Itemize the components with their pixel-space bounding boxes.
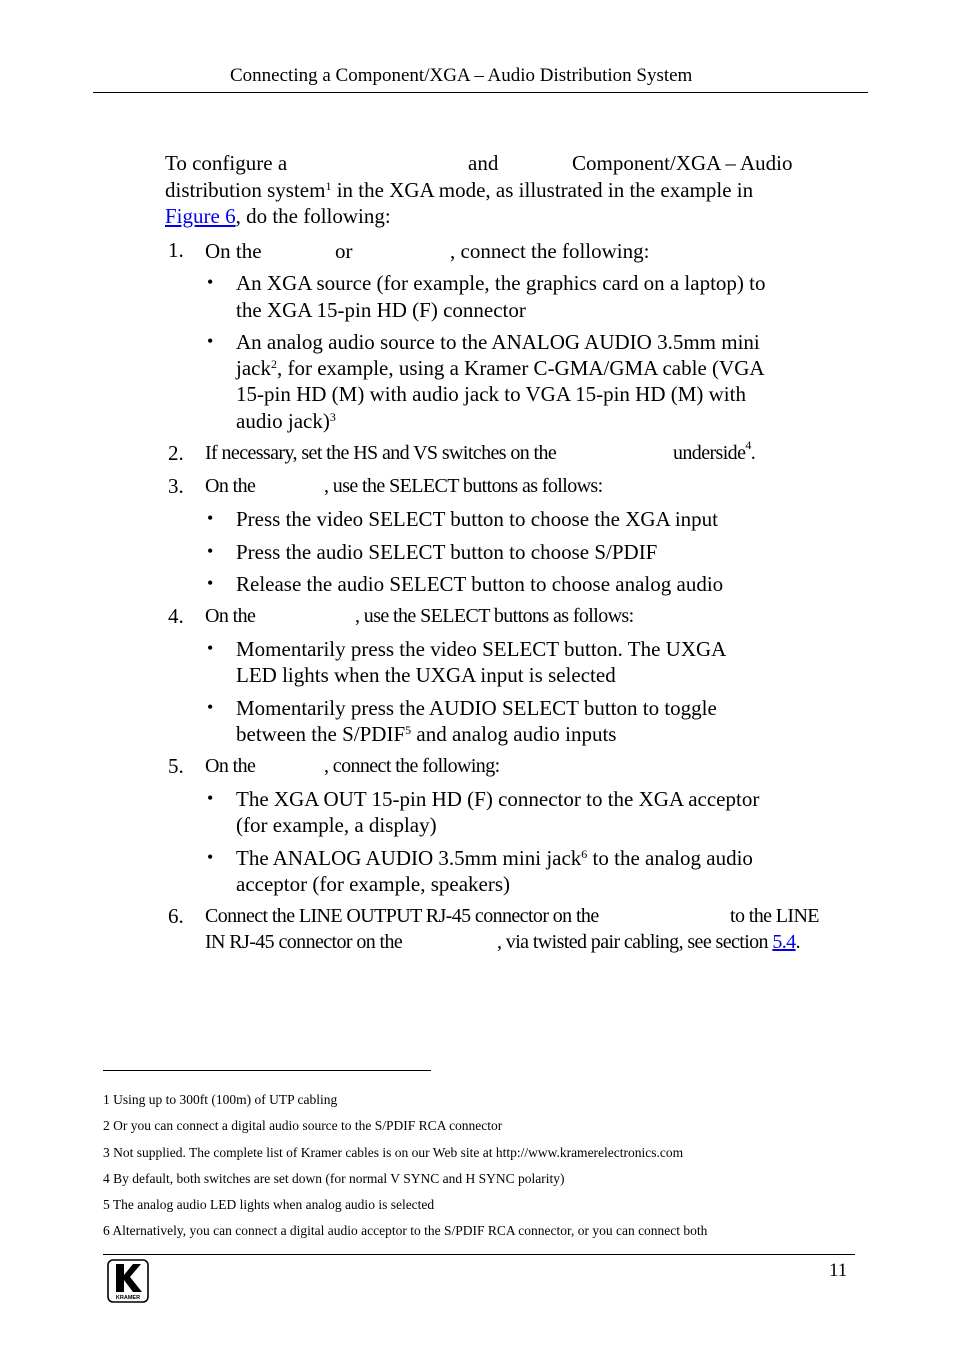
bullet-2-line-2a: jack: [236, 356, 271, 380]
footnote-1: 1 Using up to 300ft (100m) of UTP cabling: [103, 1092, 338, 1107]
intro-line-3: [165, 203, 391, 229]
step-6-line-2b: [497, 931, 800, 954]
logo-text: KRAMER: [115, 1295, 141, 1301]
bullet-3-line-1: Press the video SELECT button to choose the XGA input: [236, 507, 718, 531]
bullet-2-line-4a: audio jack): [236, 409, 330, 433]
step-1-number: 1.: [168, 238, 184, 262]
bullet-9-line-2: acceptor (for example, speakers): [236, 872, 511, 896]
intro-line-2a: distribution system: [165, 178, 326, 202]
bullet-6-line-1: Momentarily press the video SELECT button. The UXGA: [236, 637, 727, 661]
step-5-number: 5.: [168, 754, 184, 778]
step-2-b: [673, 438, 756, 465]
step-2-number: 2.: [168, 441, 184, 465]
bullet-icon: •: [207, 508, 214, 528]
bullet-7-line-2a: between the S/PDIF: [236, 722, 406, 746]
step-1-c: , connect the following:: [450, 239, 650, 263]
bullet-icon: •: [207, 847, 214, 867]
step-6-line-2c: .: [795, 931, 800, 953]
bullet-2-line-2: [236, 355, 765, 381]
step-2-b-text: underside: [673, 442, 746, 464]
bullet-4-line-1: Press the audio SELECT button to choose S/PDIF: [236, 540, 658, 564]
step-6-line-2a: IN RJ-45 connector on the: [205, 931, 403, 953]
step-2-a: If necessary, set the HS and VS switches on the: [205, 442, 557, 464]
bullet-2-line-2b: , for example, using a Kramer C-GMA/GMA cable (VGA: [276, 356, 765, 380]
intro-line-1b: and: [468, 151, 499, 175]
bullet-1-line-2: the XGA 15-pin HD (F) connector: [236, 298, 526, 322]
footnote-5: 5 The analog audio LED lights when analog audio is selected: [103, 1197, 435, 1212]
step-6-line-1a: Connect the LINE OUTPUT RJ-45 connector on the: [205, 905, 599, 927]
header-rule: [93, 92, 868, 93]
footnote-2: 2 Or you can connect a digital audio source to the S/PDIF RCA connector: [103, 1118, 503, 1133]
step-6-line-1b: to the LINE: [730, 905, 819, 927]
bullet-6-line-2: LED lights when the UXGA input is selected: [236, 663, 616, 687]
footnote-separator: [103, 1070, 431, 1071]
footer-rule: [103, 1254, 855, 1255]
footnote-3: 3 Not supplied. The complete list of Kramer cables is on our Web site at http://www.kramerelectronics.com: [103, 1145, 684, 1160]
bullet-8-line-2: (for example, a display): [236, 813, 437, 837]
footnote-ref-6: 6: [581, 847, 588, 861]
page-number: 11: [829, 1260, 848, 1281]
step-6-line-2b-text: , via twisted pair cabling, see section: [497, 931, 773, 953]
bullet-icon: •: [207, 573, 214, 593]
figure-6-link[interactable]: Figure 6: [165, 204, 236, 228]
footnote-ref-1: 1: [325, 179, 332, 193]
step-3-b: , use the SELECT buttons as follows:: [324, 475, 603, 497]
bullet-9-line-1b: to the analog audio: [587, 846, 753, 870]
running-header: Connecting a Component/XGA – Audio Distribution System: [230, 65, 693, 86]
footnote-ref-2: 2: [270, 357, 277, 371]
step-6-number: 6.: [168, 904, 184, 928]
footnote-ref-5: 5: [405, 723, 412, 737]
bullet-1-line-1: An XGA source (for example, the graphics card on a laptop) to: [236, 271, 766, 295]
footnote-ref-3: 3: [329, 410, 336, 424]
bullet-7-line-2: [236, 721, 616, 747]
bullet-2-line-1: An analog audio source to the ANALOG AUDIO 3.5mm mini: [236, 330, 760, 354]
bullet-2-line-4: [236, 408, 336, 434]
step-4-b: , use the SELECT buttons as follows:: [355, 605, 634, 627]
intro-line-2: [165, 177, 753, 203]
bullet-icon: •: [207, 788, 214, 808]
intro-line-2b: in the XGA mode, as illustrated in the example in: [331, 178, 754, 202]
section-5-4-link[interactable]: 5.4: [772, 931, 796, 953]
bullet-icon: •: [207, 541, 214, 561]
footnote-ref-4: 4: [745, 438, 751, 452]
step-4-number: 4.: [168, 604, 184, 628]
step-3-a: On the: [205, 475, 256, 497]
bullet-9-line-1: [236, 845, 753, 871]
step-2-c: .: [750, 442, 756, 464]
footnote-6: 6 Alternatively, you can connect a digital audio acceptor to the S/PDIF RCA connector, or you can connect both: [103, 1223, 708, 1238]
intro-line-1a: To configure a: [165, 151, 288, 175]
step-1-b: or: [335, 239, 353, 263]
bullet-icon: •: [207, 272, 214, 292]
bullet-7-line-1: Momentarily press the AUDIO SELECT button to toggle: [236, 696, 717, 720]
bullet-icon: •: [207, 697, 214, 717]
step-4-a: On the: [205, 605, 256, 627]
step-3-number: 3.: [168, 474, 184, 498]
bullet-2-line-3: 15-pin HD (M) with audio jack to VGA 15-pin HD (M) with: [236, 382, 746, 406]
bullet-icon: •: [207, 331, 214, 351]
bullet-icon: •: [207, 638, 214, 658]
step-5-a: On the: [205, 755, 256, 777]
intro-line-1c: Component/XGA – Audio: [572, 151, 793, 175]
intro-line-3b: , do the following:: [235, 204, 391, 228]
bullet-9-line-1a: The ANALOG AUDIO 3.5mm mini jack: [236, 846, 582, 870]
footnote-4: 4 By default, both switches are set down (for normal V SYNC and H SYNC polarity): [103, 1171, 565, 1186]
step-1-a: On the: [205, 239, 262, 263]
step-5-b: , connect the following:: [324, 755, 500, 777]
bullet-8-line-1: The XGA OUT 15-pin HD (F) connector to the XGA acceptor: [236, 787, 760, 811]
bullet-7-line-2b: and analog audio inputs: [411, 722, 617, 746]
kramer-logo-icon: [107, 1259, 149, 1303]
bullet-5-line-1: Release the audio SELECT button to choose analog audio: [236, 572, 724, 596]
